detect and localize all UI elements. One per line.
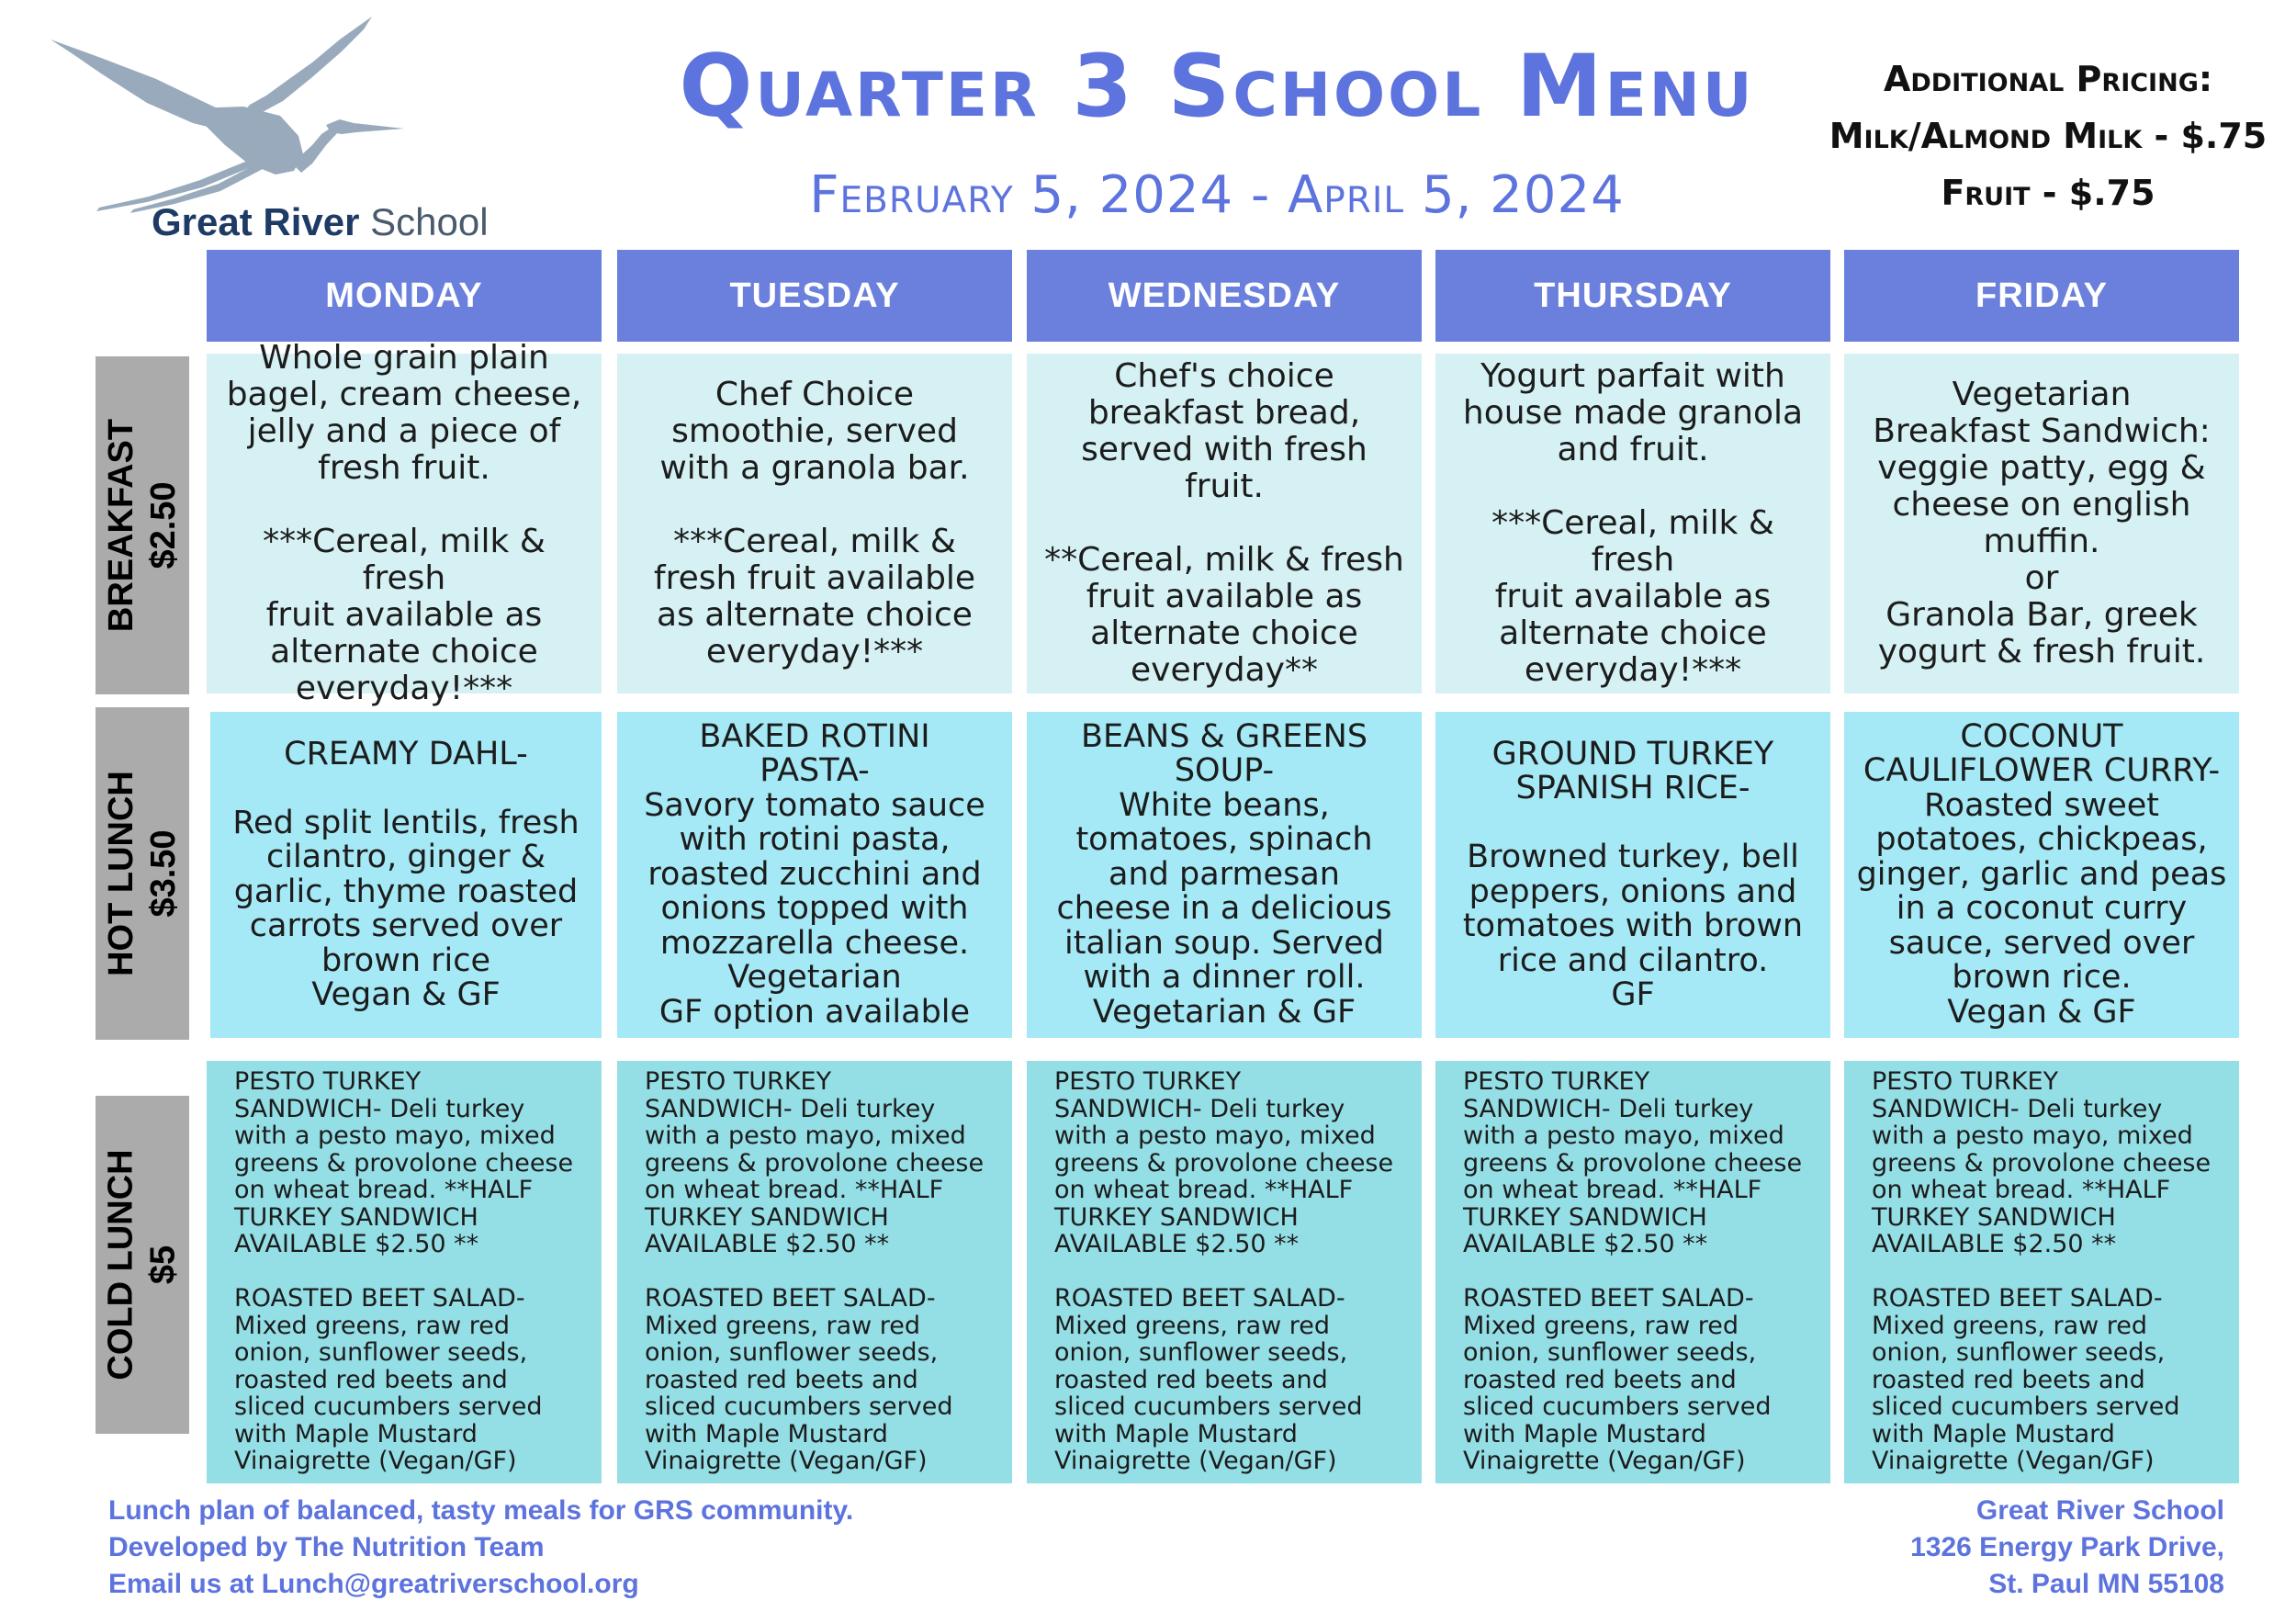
- address-school: Great River School: [1975, 1495, 2224, 1526]
- address-street: 1326 Energy Park Drive,: [1910, 1532, 2224, 1562]
- hot-lunch-cell-monday: [210, 712, 602, 1038]
- cold-lunch-label: COLD LUNCH: [102, 1149, 141, 1381]
- menu-text: Vegetarian Breakfast Sandwich: veggie patty, egg & cheese on english muffin. or Granola Bar, greek yogurt & fresh fruit.: [1873, 376, 2211, 671]
- breakfast-cell-monday: [207, 339, 602, 707]
- menu-text: Chef Choice smoothie, served with a granola bar. ***Cereal, milk & fresh fruit available as alternate choice everyday!***: [653, 376, 976, 671]
- hot-lunch-cell-wednesday: [1027, 712, 1422, 1038]
- hot-lunch-cell-thursday: [1435, 712, 1830, 1038]
- cold-lunch-cell-wednesday: [1027, 1061, 1422, 1483]
- page-title: Quarter 3 School Menu: [679, 37, 1755, 137]
- row-label-hot-lunch: [96, 707, 189, 1040]
- menu-text: Yogurt parfait with house made granola and fruit. ***Cereal, milk & fresh fruit available as alternate choice everyday!***: [1462, 357, 1804, 689]
- menu-text: GROUND TURKEY SPANISH RICE- Browned turkey, bell peppers, onions and tomatoes with brown rice and cilantro. GF: [1462, 735, 1804, 1013]
- menu-text: PESTO TURKEY SANDWICH- Deli turkey with a pesto mayo, mixed greens & provolone cheese on wheat bread. **HALF TURKEY SANDWICH AVAILABLE $2.50 ** ROASTED BEET SALAD- Mixed greens, raw red onion, sunflower seeds, roasted red beets and sliced cucumbers served with Maple Mustard Vinaigrette (Vegan/GF): [1872, 1067, 2212, 1475]
- menu-text: PESTO TURKEY SANDWICH- Deli turkey with a pesto mayo, mixed greens & provolone cheese on wheat bread. **HALF TURKEY SANDWICH AVAILABLE $2.50 ** ROASTED BEET SALAD- Mixed greens, raw red onion, sunflower seeds, roasted red beets and sliced cucumbers served with Maple Mustard Vinaigrette (Vegan/GF): [234, 1067, 574, 1475]
- menu-text: PESTO TURKEY SANDWICH- Deli turkey with a pesto mayo, mixed greens & provolone cheese on wheat bread. **HALF TURKEY SANDWICH AVAILABLE $2.50 ** ROASTED BEET SALAD- Mixed greens, raw red onion, sunflower seeds, roasted red beets and sliced cucumbers served with Maple Mustard Vinaigrette (Vegan/GF): [1054, 1067, 1394, 1475]
- logo-name-regular: School: [370, 200, 489, 243]
- row-label-cold-lunch: [96, 1096, 189, 1434]
- footer-tagline: Lunch plan of balanced, tasty meals for GRS community.: [108, 1495, 854, 1526]
- hot-lunch-cell-tuesday: [617, 712, 1012, 1038]
- breakfast-cell-wednesday: [1027, 354, 1422, 693]
- address-city: St. Paul MN 55108: [1988, 1569, 2224, 1599]
- day-header-wednesday: WEDNESDAY: [1027, 250, 1422, 342]
- footer-email[interactable]: Email us at Lunch@greatriverschool.org: [108, 1569, 639, 1599]
- pricing-milk: Milk/Almond Milk - $.75: [1829, 116, 2268, 156]
- day-header-monday: MONDAY: [207, 250, 602, 342]
- hot-lunch-price: $3.50: [144, 829, 184, 918]
- date-range: February 5, 2024 - April 5, 2024: [809, 165, 1625, 225]
- breakfast-cell-tuesday: [617, 354, 1012, 693]
- cold-lunch-cell-friday: [1844, 1061, 2239, 1483]
- footer-info: [108, 1493, 853, 1603]
- menu-text: BEANS & GREENS SOUP- White beans, tomatoes, spinach and parmesan cheese in a delicious italian soup. Served with a dinner roll. Vegetarian & GF: [1056, 717, 1392, 1031]
- menu-text: COCONUT CAULIFLOWER CURRY- Roasted sweet potatoes, chickpeas, ginger, garlic and peas in a coconut curry sauce, served over brown rice. Vegan & GF: [1856, 717, 2227, 1031]
- additional-pricing: [1814, 51, 2282, 221]
- hot-lunch-cell-friday: [1844, 712, 2239, 1038]
- menu-text: Whole grain plain bagel, cream cheese, jelly and a piece of fresh fruit. ***Cereal, milk & fresh fruit available as alternate choice everyday!***: [226, 339, 582, 707]
- logo-wordmark: [152, 200, 489, 244]
- pricing-heading: Additional Pricing:: [1883, 59, 2213, 99]
- cold-lunch-cell-thursday: [1435, 1061, 1830, 1483]
- menu-text: PESTO TURKEY SANDWICH- Deli turkey with a pesto mayo, mixed greens & provolone cheese on wheat bread. **HALF TURKEY SANDWICH AVAILABLE $2.50 ** ROASTED BEET SALAD- Mixed greens, raw red onion, sunflower seeds, roasted red beets and sliced cucumbers served with Maple Mustard Vinaigrette (Vegan/GF): [645, 1067, 985, 1475]
- hot-lunch-label: HOT LUNCH: [102, 771, 141, 976]
- cold-lunch-cell-tuesday: [617, 1061, 1012, 1483]
- breakfast-price: $2.50: [144, 481, 184, 569]
- day-header-tuesday: TUESDAY: [617, 250, 1012, 342]
- school-logo: [46, 17, 505, 242]
- cold-lunch-price: $5: [144, 1245, 184, 1285]
- breakfast-cell-thursday: [1435, 354, 1830, 693]
- day-header-friday: FRIDAY: [1844, 250, 2239, 342]
- breakfast-label: BREAKFAST: [102, 418, 141, 633]
- menu-text: BAKED ROTINI PASTA- Savory tomato sauce with rotini pasta, roasted zucchini and onions topped with mozzarella cheese. Vegetarian GF option available: [644, 717, 985, 1031]
- day-header-thursday: THURSDAY: [1435, 250, 1830, 342]
- breakfast-cell-friday: [1844, 354, 2239, 693]
- logo-name-bold: Great River: [152, 200, 360, 243]
- heron-icon: [46, 17, 432, 214]
- footer-address: [1910, 1493, 2224, 1603]
- menu-text: CREAMY DAHL- Red split lentils, fresh cilantro, ginger & garlic, thyme roasted carrots served over brown rice Vegan & GF: [232, 735, 580, 1013]
- menu-text: Chef's choice breakfast bread, served with fresh fruit. **Cereal, milk & fresh fruit available as alternate choice everyday**: [1044, 357, 1404, 689]
- cold-lunch-cell-monday: [207, 1061, 602, 1483]
- footer-team: Developed by The Nutrition Team: [108, 1532, 545, 1562]
- pricing-fruit: Fruit - $.75: [1941, 173, 2155, 213]
- menu-text: PESTO TURKEY SANDWICH- Deli turkey with a pesto mayo, mixed greens & provolone cheese on wheat bread. **HALF TURKEY SANDWICH AVAILABLE $2.50 ** ROASTED BEET SALAD- Mixed greens, raw red onion, sunflower seeds, roasted red beets and sliced cucumbers served with Maple Mustard Vinaigrette (Vegan/GF): [1463, 1067, 1803, 1475]
- row-label-breakfast: [96, 356, 189, 694]
